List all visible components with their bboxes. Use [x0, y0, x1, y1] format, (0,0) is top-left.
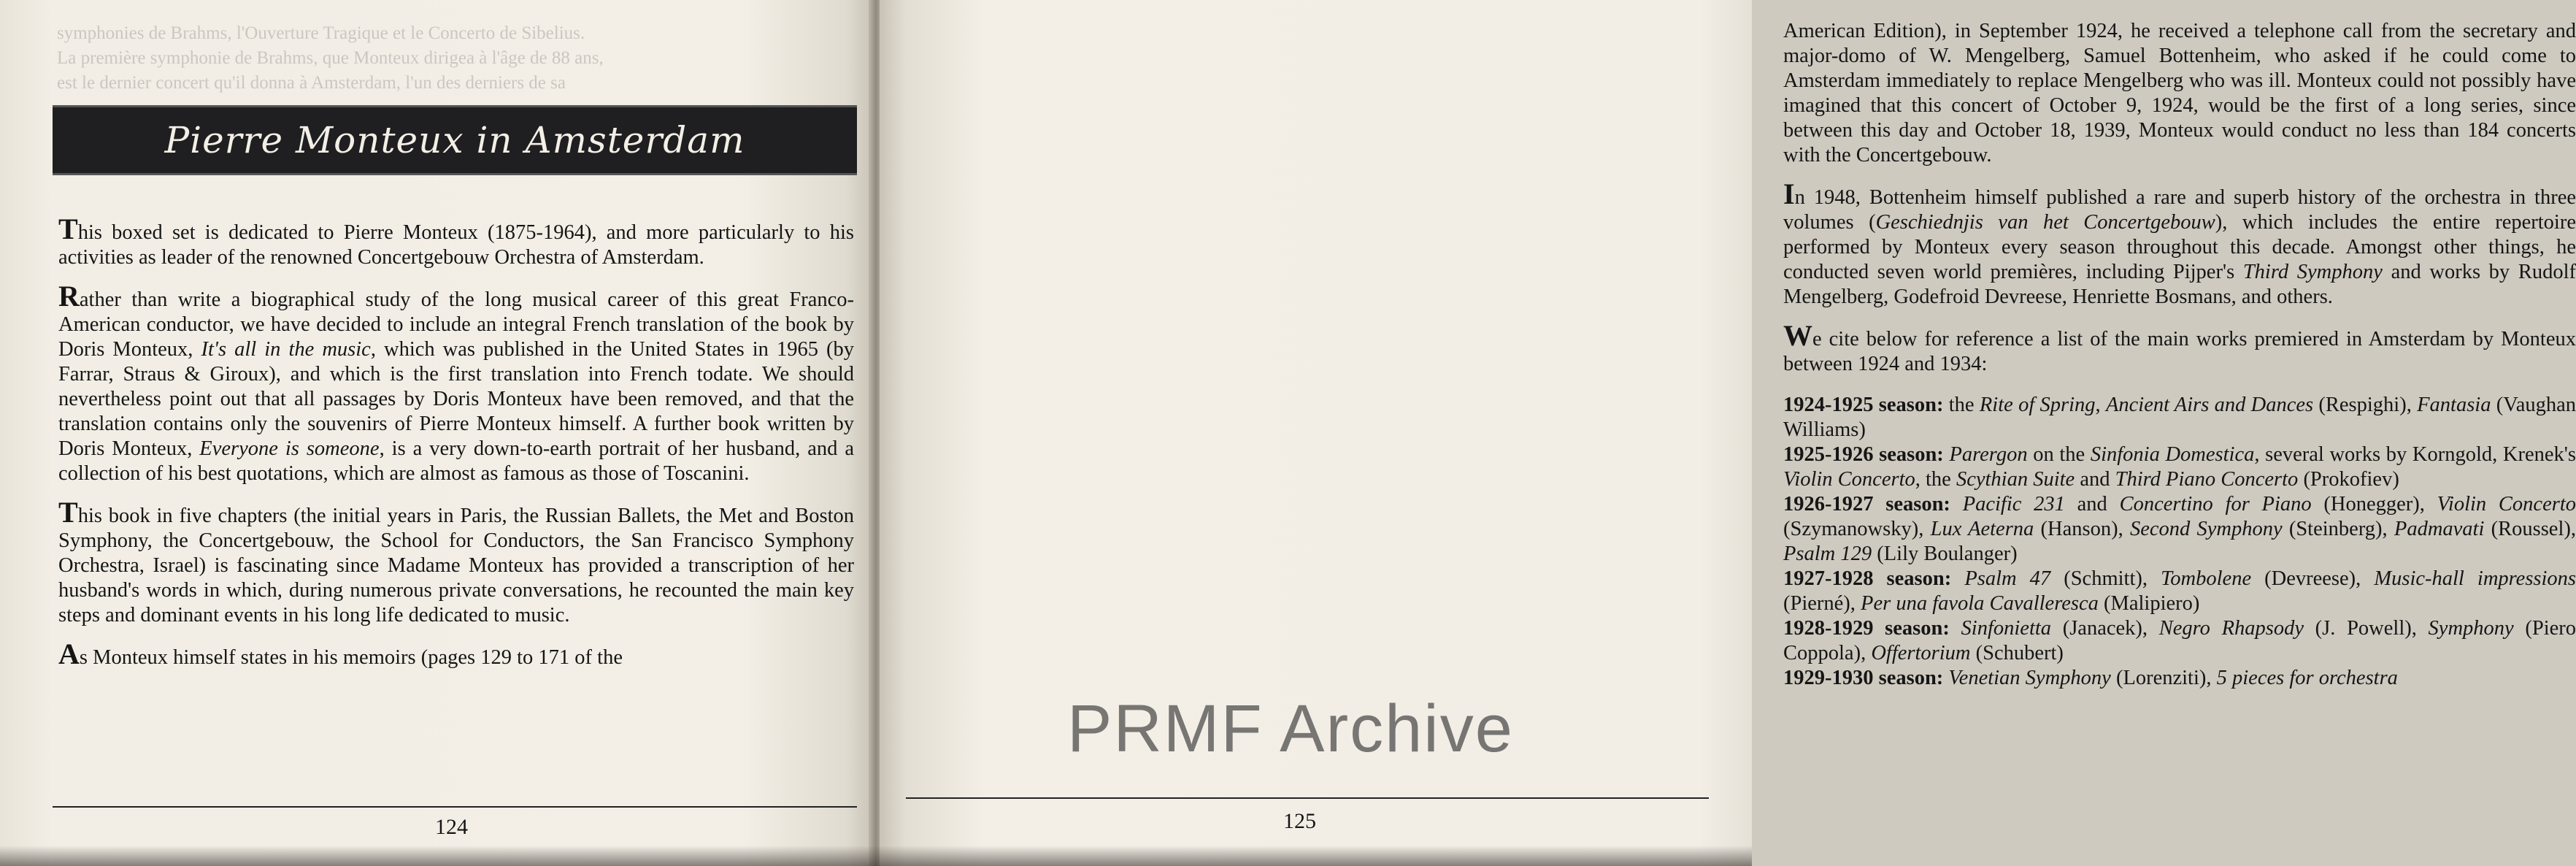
text-run: (J. Powell), [2304, 617, 2429, 640]
drop-cap: W [1783, 319, 1812, 352]
season-entry [1783, 616, 2576, 666]
text-run: ), which includes the entire repertoire performed by Monteux every season throughout this decade. Amongst other things, he conducted seven world premières, including Pijper's [1783, 211, 2576, 283]
italic-title: Ancient Airs and Dances [2105, 394, 2314, 416]
left-body-text [58, 212, 854, 686]
premieres-list [1783, 393, 2576, 691]
title-banner [53, 105, 857, 175]
archive-watermark: PRMF Archive [1067, 691, 1514, 766]
drop-cap: I [1783, 177, 1795, 210]
text-run: on the [2027, 443, 2091, 466]
text-run: , the [1915, 468, 1956, 491]
text-run: (Schmitt), [2050, 567, 2161, 590]
italic-title: Third Symphony [2242, 261, 2383, 283]
drop-cap: T [58, 496, 78, 529]
paragraph [58, 496, 854, 628]
drop-cap: T [58, 212, 78, 245]
italic-title: 5 pieces for orchestra [2216, 667, 2398, 689]
season-entry [1783, 442, 2576, 492]
text-run: (Roussel), [2484, 518, 2576, 540]
text-run: (Janacek), [2051, 617, 2159, 640]
text-run: (Respighi), [2313, 394, 2418, 416]
italic-title: Everyone is someone [199, 437, 380, 460]
season-label: 1924-1925 season: [1783, 394, 1944, 416]
italic-title: Tombolene [2161, 567, 2252, 590]
text-run: American Edition), in September 1924, he received a telephone call from the secretary and major-domo of W. Mengelberg, Samuel Bottenheim, who asked if he could come to Amsterdam immediately to replace Mengelberg who was ill. Monteux could not possibly have imagined that this concert of October 9, 1924, would be the first of a long series, since between this day and October 18, 1939, Monteux would conduct no less than 184 concerts with the Concertgebouw. [1783, 20, 2576, 166]
text-run: (Vaughan Williams) [1783, 394, 2576, 441]
italic-title: Venetian Symphony [1948, 667, 2111, 689]
paragraph [1783, 19, 2576, 168]
season-entry [1783, 567, 2576, 616]
italic-title: Psalm 129 [1783, 543, 1872, 565]
text-run: the [1943, 394, 1980, 416]
italic-title: Concertino for Piano [2119, 493, 2312, 516]
italic-title: Violin Concerto [2437, 493, 2576, 516]
italic-title: Psalm 47 [1964, 567, 2051, 590]
italic-title: Sinfonia Domestica [2090, 443, 2255, 466]
bleed-through-line: est le dernier concert qu'il donna à Amsterdam, l'un des derniers de sa [57, 73, 566, 93]
text-run: (Pierné), [1783, 592, 1861, 615]
text-run: his boxed set is dedicated to Pierre Monteux (1875-1964), and more particularly to his activities as leader of the renowned Concertgebouw Orchestra of Amsterdam. [58, 221, 854, 269]
text-run: , [2095, 394, 2106, 416]
italic-title: Rite of Spring [1979, 394, 2096, 416]
text-run: , which was published in the United States in 1965 (by Farrar, Straus & Giroux), and which is the first translation into French todate. We should nevertheless point out that all passages by Doris Monteux have been removed, and that the translation contains only the souvenirs of Pierre Monteux himself. A further book written by Doris Monteux, [58, 338, 854, 460]
season-entry [1783, 393, 2576, 442]
italic-title: Second Symphony [2129, 518, 2283, 540]
text-run [1951, 567, 1964, 590]
italic-title: Offertorium [1871, 642, 1971, 664]
text-run: (Lily Boulanger) [1872, 543, 2018, 565]
text-run [1950, 493, 1963, 516]
left-page [0, 0, 872, 866]
text-run: (Prokofiev) [2298, 468, 2399, 491]
italic-title: Fantasia [2417, 394, 2491, 416]
italic-title: Third Piano Concerto [2115, 468, 2299, 491]
drop-cap: R [58, 280, 80, 313]
text-run: and works by Rudolf Mengelberg, Godefroid Devreese, Henriette Bosmans, and others. [1783, 261, 2576, 308]
page-number: 125 [1283, 809, 1316, 833]
season-label: 1926-1927 season: [1783, 493, 1950, 516]
page-number: 124 [435, 815, 468, 839]
footer-rule [906, 797, 1709, 799]
page-title: Pierre Monteux in Amsterdam [164, 119, 745, 161]
season-label: 1929-1930 season: [1783, 667, 1944, 689]
italic-title: Pacific 231 [1962, 493, 2065, 516]
drop-cap: A [58, 637, 80, 670]
text-run: (Schubert) [1970, 642, 2064, 664]
bottom-shadow [0, 846, 1752, 866]
season-label: 1928-1929 season: [1783, 617, 1950, 640]
text-run: (Honegger), [2311, 493, 2437, 516]
italic-title: Music-hall impressions [2374, 567, 2576, 590]
italic-title: Symphony [2428, 617, 2514, 640]
italic-title: Negro Rhapsody [2158, 617, 2304, 640]
text-run [1950, 617, 1961, 640]
bleed-through-line: La première symphonie de Brahms, que Monteux dirigea à l'âge de 88 ans, [57, 48, 604, 68]
text-run: n 1948, Bottenheim himself published a rare and superb history of the orchestra in three volumes ( [1783, 186, 2576, 234]
text-run: , is a very down-to-earth portrait of her husband, and a collection of his best quotations, which are almost as famous as those of Toscanini. [58, 437, 854, 485]
italic-title: Lux Aeterna [1930, 518, 2034, 540]
text-run: e cite below for reference a list of the main works premiered in Amsterdam by Monteux between 1924 and 1934: [1783, 328, 2576, 375]
italic-title: Per una favola Cavalleresca [1861, 592, 2099, 615]
footer-rule [53, 806, 857, 808]
season-label: 1927-1928 season: [1783, 567, 1952, 590]
paragraph [58, 280, 854, 486]
text-run: (Devreese), [2251, 567, 2375, 590]
paragraph [1783, 319, 2576, 377]
season-label: 1925-1926 season: [1783, 443, 1944, 466]
text-run: his book in five chapters (the initial years in Paris, the Russian Ballets, the Met and Boston Symphony, the Concertgebouw, the School for Conductors, the San Francisco Symphony Orchestra, Israel) is fascinating since Madame Monteux has provided a transcription of her husband's words in which, during numerous private conversations, he recounted the main key steps and dominant events in his long life dedicated to music. [58, 505, 854, 626]
italic-title: It's all in the music [201, 338, 371, 361]
paragraph [58, 637, 854, 670]
italic-title: Parergon [1949, 443, 2028, 466]
text-run: and [2075, 468, 2115, 491]
text-run: , several works by Korngold, Krenek's [2254, 443, 2576, 466]
italic-title: Violin Concerto [1783, 468, 1915, 491]
paragraph [58, 212, 854, 270]
text-run: ather than write a biographical study of the long musical career of this great Franco-American conductor, we have decided to include an integral French translation of the book by Doris Monteux, [58, 288, 854, 361]
text-run: s Monteux himself states in his memoirs (pages 129 to 171 of the [79, 646, 623, 669]
text-run: (Piero Coppola), [1783, 617, 2576, 664]
season-entry [1783, 492, 2576, 567]
italic-title: Scythian Suite [1956, 468, 2075, 491]
italic-title: Padmavati [2394, 518, 2485, 540]
bleed-through-line: symphonies de Brahms, l'Ouverture Tragique et le Concerto de Sibelius. [57, 23, 585, 43]
text-run: (Malipiero) [2098, 592, 2200, 615]
text-run: (Lorenziti), [2110, 667, 2217, 689]
paragraph [1783, 177, 2576, 310]
text-run: and [2064, 493, 2120, 516]
text-run: (Steinberg), [2282, 518, 2394, 540]
italic-title: Geschiednjis van het Concertgebouw [1875, 211, 2215, 234]
text-run: (Szymanowsky), [1783, 518, 1931, 540]
right-body-text [1783, 19, 2576, 691]
season-entry [1783, 666, 2576, 691]
italic-title: Sinfonietta [1961, 617, 2052, 640]
text-run: (Hanson), [2034, 518, 2130, 540]
